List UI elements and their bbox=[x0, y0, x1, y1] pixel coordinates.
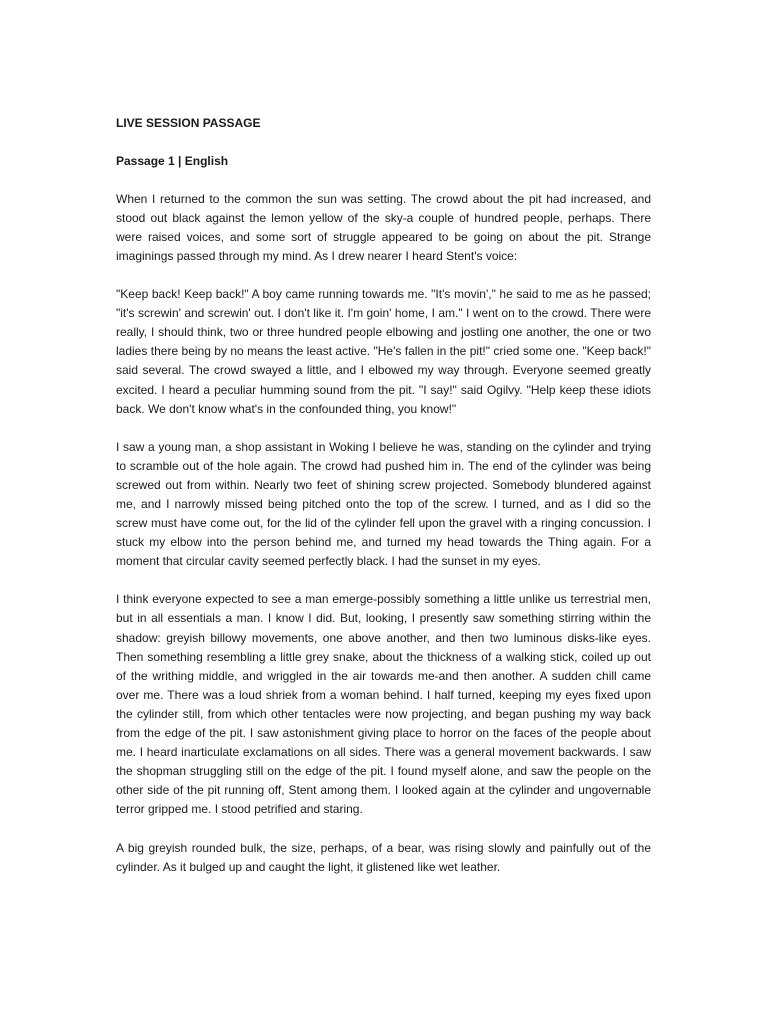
document-body bbox=[116, 114, 651, 877]
paragraph-1: When I returned to the common the sun was setting. The crowd about the pit had increased, and stood out black against the lemon yellow of the sky-a couple of hundred people, perhaps. There were raised voices, and some sort of struggle appeared to be going on about the pit. Strange imaginings passed through my mind. As I drew nearer I heard Stent's voice: bbox=[116, 191, 651, 263]
document-title: LIVE SESSION PASSAGE bbox=[116, 116, 261, 130]
paragraph-5: A big greyish rounded bulk, the size, perhaps, of a bear, was rising slowly and painfully out of the cylinder. As it bulged up and caught the light, it glistened like wet leather. bbox=[116, 840, 651, 874]
passage-subtitle: Passage 1 | English bbox=[116, 153, 229, 168]
paragraph-4: I think everyone expected to see a man emerge-possibly something a little unlike us terrestrial men, but in all essentials a man. I know I did. But, looking, I presently saw something stirring within the shadow: greyish billowy movements, one above another, and then two luminous disks-like eyes. Then something resembling a little grey snake, about the thickness of a walking stick, coiled up out of the writhing middle, and wriggled in the air towards me-and then another. A sudden chill came over me. There was a loud shriek from a woman behind. I half turned, keeping my eyes fixed upon the cylinder still, from which other tentacles were now projecting, and began pushing my way back from the edge of the pit. I saw astonishment giving place to horror on the faces of the people about me. I heard inarticulate exclamations on all sides. There was a general movement backwards. I saw the shopman struggling still on the edge of the pit. I found myself alone, and saw the people on the other side of the pit running off, Stent among them. I looked again at the cylinder and ungovernable terror gripped me. I stood petrified and staring. bbox=[116, 592, 651, 817]
paragraph-3: I saw a young man, a shop assistant in Woking I believe he was, standing on the cylinder and trying to scramble out of the hole again. The crowd had pushed him in. The end of the cylinder was being screwed out from within. Nearly two feet of shining screw projected. Somebody blundered against me, and I narrowly missed being pitched onto the top of the screw. I turned, and as I did so the screw must have come out, for the lid of the cylinder fell upon the gravel with a ringing concussion. I stuck my elbow into the person behind me, and turned my head towards the Thing again. For a moment that circular cavity seemed perfectly black. I had the sunset in my eyes. bbox=[116, 439, 651, 569]
paragraph-2: "Keep back! Keep back!" A boy came running towards me. "It's movin'," he said to me as he passed; "it's screwin' and screwin' out. I don't like it. I'm goin' home, I am." I went on to the crowd. There were really, I should think, two or three hundred people elbowing and jostling one another, the one or two ladies there being by no means the least active. "He's fallen in the pit!" cried some one. "Keep back!" said several. The crowd swayed a little, and I elbowed my way through. Everyone seemed greatly excited. I heard a peculiar humming sound from the pit. "I say!" said Ogilvy. "Help keep these idiots back. We don't know what's in the confounded thing, you know!" bbox=[116, 287, 651, 416]
